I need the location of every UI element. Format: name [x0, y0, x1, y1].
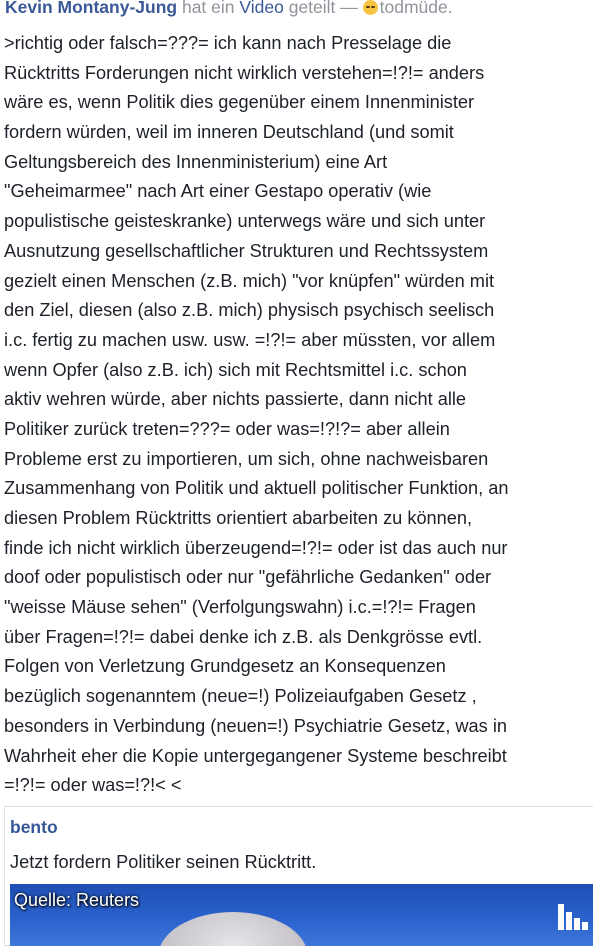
shared-text: geteilt —: [288, 0, 358, 17]
post-text-line: besonders in Verbindung (neuen=!) Psychiatrie Gesetz, was in: [4, 715, 507, 736]
post-text-line: Wahrheit eher die Kopie untergegangener Systeme beschreibt: [4, 745, 507, 766]
card-headline[interactable]: Jetzt fordern Politiker seinen Rücktritt.: [10, 852, 317, 872]
feeling-text: todmüde.: [379, 0, 453, 17]
person-photo: [158, 912, 308, 946]
post-text-line: Ausnutzung gesellschaftlicher Strukturen und Rechtssystem: [4, 240, 489, 261]
shared-link-card[interactable]: [4, 806, 593, 946]
post-text-line: Probleme erst zu importieren, um sich, ohne nachweisbaren: [4, 448, 489, 469]
post-text-line: wenn Opfer (also z.B. ich) sich mit Rechtsmittel i.c. schon: [4, 359, 467, 380]
author-name-link[interactable]: Kevin Montany-Jung: [5, 0, 178, 17]
sleepy-face-icon: [363, 0, 378, 15]
post-text-line: finde ich nicht wirklich überzeugend=!?!= oder ist das auch nur: [4, 537, 508, 558]
card-video-thumbnail[interactable]: [10, 884, 593, 946]
post-text-line: "Geheimarmee" nach Art einer Gestapo operativ (wie: [4, 181, 432, 202]
post-text-line: über Fragen=!?!= dabei denke ich z.B. als Denkgrösse evtl.: [4, 626, 483, 647]
post-text-line: aktiv wehren würde, aber nichts passierte, dann nicht alle: [4, 389, 467, 410]
action-text: hat ein: [181, 0, 235, 17]
post-text-line: wäre es, wenn Politik dies gegenüber einem Innenminister: [4, 92, 475, 113]
post-text-line: Geltungsbereich des Innenministerium) eine Art: [4, 151, 388, 172]
post-text-line: =!?!= oder was=!?!< <: [4, 775, 182, 796]
video-link[interactable]: Video: [239, 0, 284, 17]
post-text: [4, 29, 591, 801]
post-text-line: "weisse Mäuse sehen" (Verfolgungswahn) i.c.=!?!= Fragen: [4, 597, 476, 618]
broadcaster-logo-icon: [557, 898, 589, 930]
card-source-name[interactable]: bento: [10, 817, 58, 837]
post-text-line: bezüglich sogenanntem (neue=!) Polizeiaufgaben Gesetz ,: [4, 686, 477, 707]
post-text-line: den Ziel, diesen (also z.B. mich) physisch psychisch seelisch: [4, 300, 495, 321]
post-text-line: gezielt einen Menschen (z.B. mich) "vor knüpfen" würden mit: [4, 270, 495, 291]
image-source-caption: Quelle: Reuters: [14, 890, 140, 910]
post-text-line: i.c. fertig zu machen usw. usw. =!?!= aber müssten, vor allem: [4, 329, 496, 350]
post-text-line: Folgen von Verletzung Grundgesetz an Konsequenzen: [4, 656, 446, 677]
post-text-line: fordern würden, weil im inneren Deutschland (und somit: [4, 122, 454, 143]
post-text-line: Rücktritts Forderungen nicht wirklich verstehen=!?!= anders: [4, 62, 485, 83]
post-text-line: doof oder populistisch oder nur "gefährliche Gedanken" oder: [4, 567, 492, 588]
post-text-line: diesen Problem Rücktritts orientiert abarbeiten zu können,: [4, 508, 473, 528]
post-text-line: >richtig oder falsch=???= ich kann nach Presselage die: [4, 33, 452, 53]
post-header: [5, 0, 590, 20]
post-text-line: Politiker zurück treten=???= oder was=!?!?= aber allein: [4, 418, 450, 439]
post-text-line: populistische geisteskranke) unterwegs wäre und sich unter: [4, 211, 486, 232]
post-text-line: Zusammenhang von Politik und aktuell politischer Funktion, an: [4, 478, 509, 499]
